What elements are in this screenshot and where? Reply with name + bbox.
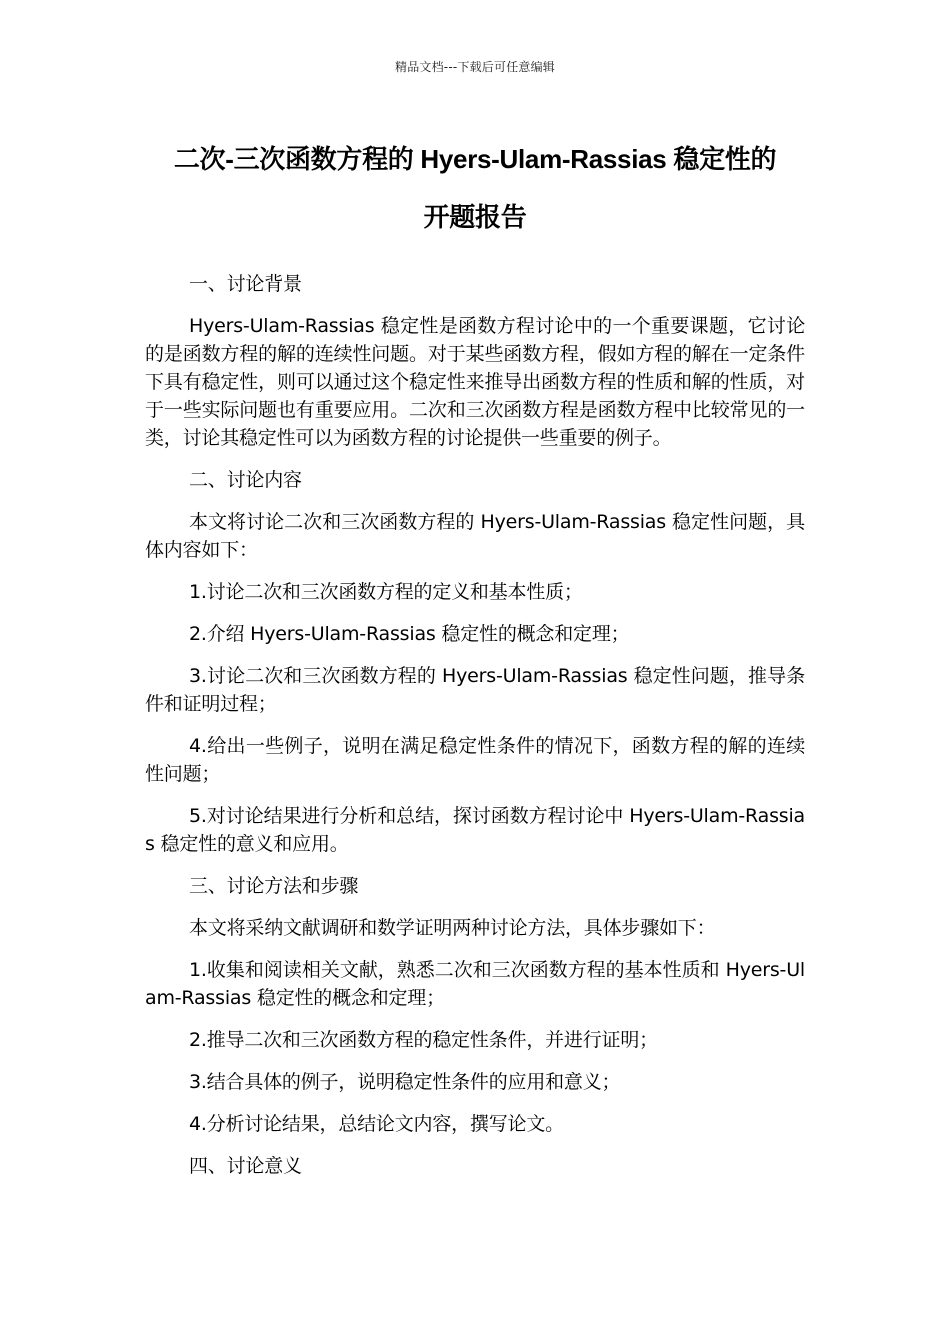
header-note: 精品文档---下载后可任意编辑 [395,60,555,74]
list-item-content-5: 5.对讨论结果进行分析和总结，探讨函数方程讨论中 Hyers-Ulam-Rassias 稳定性的意义和应用。 [145,805,805,855]
paragraph-background: Hyers-Ulam-Rassias 稳定性是函数方程讨论中的一个重要课题，它讨论的是函数方程的解的连续性问题。对于某些函数方程，假如方程的解在一定条件下具有稳定性，则可以通过这个稳定性来推导出函数方程的性质和解的性质，对于一些实际问题也有重要应用。二次和三次函数方程是函数方程中比较常见的一类，讨论其稳定性可以为函数方程的讨论提供一些重要的例子。 [145,315,805,449]
list-item-methods-4: 4.分析讨论结果，总结论文内容，撰写论文。 [189,1113,564,1135]
section-heading-content: 二、讨论内容 [189,469,302,491]
list-item-methods-2: 2.推导二次和三次函数方程的稳定性条件，并进行证明； [189,1029,658,1051]
document-body [145,270,805,1194]
list-item-methods-3: 3.结合具体的例子，说明稳定性条件的应用和意义； [189,1071,621,1093]
list-item-content-1: 1.讨论二次和三次函数方程的定义和基本性质； [189,581,583,603]
section-heading-methods: 三、讨论方法和步骤 [189,875,359,897]
paragraph-methods-intro: 本文将采纳文献调研和数学证明两种讨论方法，具体步骤如下： [189,917,716,939]
paragraph-content-intro: 本文将讨论二次和三次函数方程的 Hyers-Ulam-Rassias 稳定性问题，具体内容如下： [145,511,805,561]
list-item-methods-1: 1.收集和阅读相关文献，熟悉二次和三次函数方程的基本性质和 Hyers-Ulam-Rassias 稳定性的概念和定理； [145,959,805,1009]
list-item-content-2: 2.介绍 Hyers-Ulam-Rassias 稳定性的概念和定理； [189,623,630,645]
section-heading-significance: 四、讨论意义 [189,1155,302,1177]
title-line-1: 二次-三次函数方程的 Hyers-Ulam-Rassias 稳定性的 [173,144,777,174]
title-line-2: 开题报告 [423,202,527,232]
list-item-content-4: 4.给出一些例子，说明在满足稳定性条件的情况下，函数方程的解的连续性问题； [145,735,805,785]
section-heading-background: 一、讨论背景 [189,273,302,295]
document-title [100,130,850,246]
list-item-content-3: 3.讨论二次和三次函数方程的 Hyers-Ulam-Rassias 稳定性问题，推导条件和证明过程； [145,665,805,715]
